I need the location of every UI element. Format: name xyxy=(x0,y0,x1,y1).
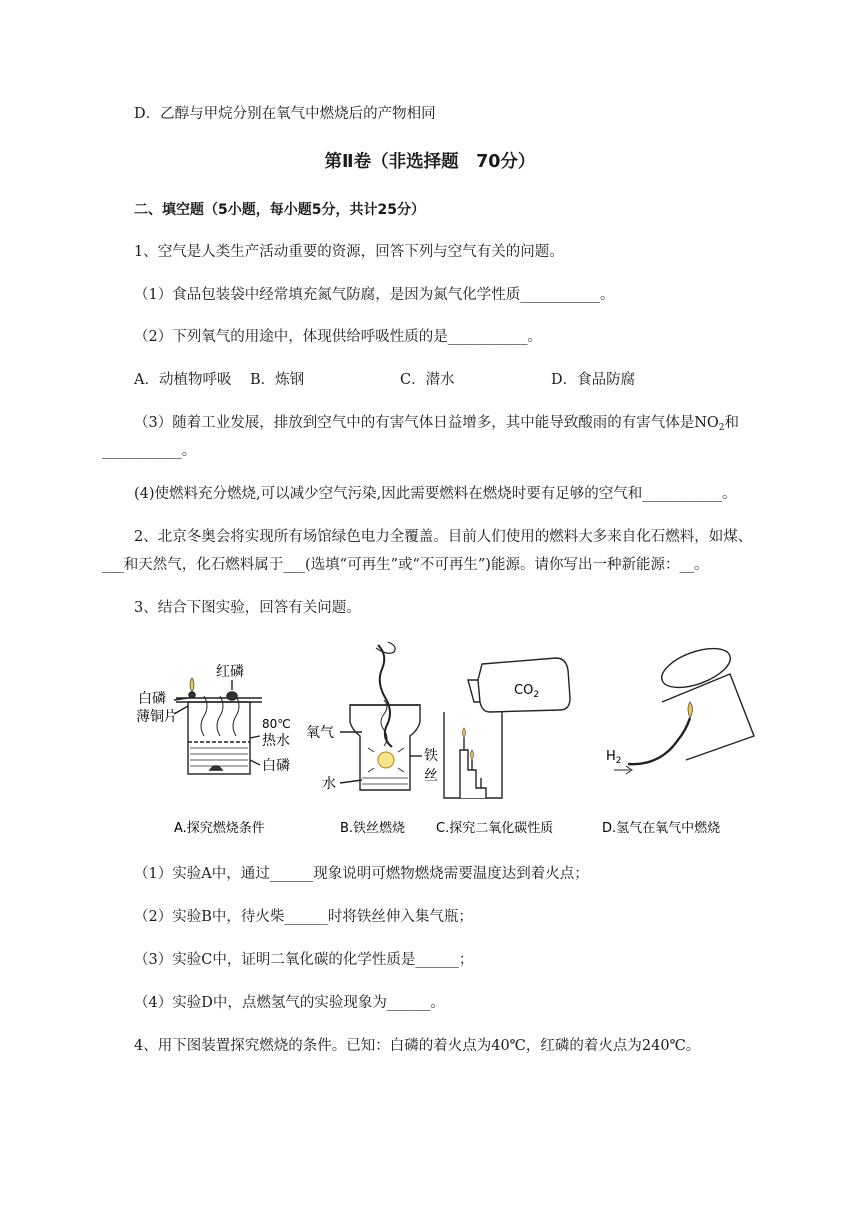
q1-part3-blank: ___________。 xyxy=(102,443,197,459)
label-temperature: 80℃ xyxy=(262,717,291,731)
label-co2-sub: 2 xyxy=(533,690,540,700)
caption-b: B.铁丝燃烧 xyxy=(340,821,406,836)
label-co2-text: CO xyxy=(514,683,534,698)
apparatus-c xyxy=(444,658,570,798)
q3-part1: （1）实验A中，通过______现象说明可燃物燃烧需要温度达到着火点； xyxy=(134,866,589,882)
q2-line2: ___和天然气，化石燃料属于___(选填“可再生”或“不可再生”)能源。请你写出一种新能源：__。 xyxy=(102,557,709,573)
apparatus-a xyxy=(174,678,262,774)
q1-part3 xyxy=(134,413,739,438)
caption-c: C.探究二氧化碳性质 xyxy=(436,821,554,836)
option-d: D．乙醇与甲烷分别在氧气中燃烧后的产物相同 xyxy=(134,106,436,122)
label-h2-sub: 2 xyxy=(615,756,622,766)
apparatus-b xyxy=(340,642,422,790)
label-red-phosphorus: 红磷 xyxy=(216,664,244,680)
label-iron: 铁 xyxy=(424,748,438,764)
label-water: 水 xyxy=(322,776,336,792)
q3-part2: （2）实验B中，待火柴______时将铁丝伸入集气瓶； xyxy=(134,909,473,925)
label-white-phosphorus-bottom: 白磷 xyxy=(262,758,290,774)
label-h2-text: H xyxy=(606,749,616,764)
label-wire: 丝 xyxy=(424,768,438,784)
q3-stem: 3、结合下图实验，回答有关问题。 xyxy=(134,600,361,616)
q1-option-b: B．炼钢 xyxy=(250,372,305,388)
no2-subscript: 2 xyxy=(718,423,725,433)
experiment-diagrams xyxy=(130,640,770,845)
q1-part2: （2）下列氧气的用途中，体现供给呼吸性质的是___________。 xyxy=(134,329,542,345)
q3-part3: （3）实验C中，证明二氧化碳的化学性质是______； xyxy=(134,952,474,968)
apparatus-d xyxy=(614,641,754,774)
q3-part4: （4）实验D中，点燃氢气的实验现象为______。 xyxy=(134,995,445,1011)
q4-stem: 4、用下图装置探究燃烧的条件。已知：白磷的着火点为40℃，红磷的着火点为240℃。 xyxy=(134,1038,701,1054)
section-title: 第Ⅱ卷（非选择题 70分） xyxy=(324,152,536,172)
q1-part3-and: 和 xyxy=(724,415,740,431)
label-oxygen: 氧气 xyxy=(306,725,334,741)
q1-option-a: A．动植物呼吸 xyxy=(134,372,232,388)
q1-option-c: C．潜水 xyxy=(400,372,455,388)
experiment-figure xyxy=(130,640,770,845)
q1-part4: (4)使燃料充分燃烧,可以减少空气污染,因此需要燃料在燃烧时要有足够的空气和___________。 xyxy=(134,486,737,502)
label-white-phosphorus-top: 白磷 xyxy=(138,691,166,707)
q1-option-d: D．食品防腐 xyxy=(551,372,636,388)
caption-a: A.探究燃烧条件 xyxy=(174,821,265,836)
caption-d: D.氢气在氧气中燃烧 xyxy=(602,821,721,836)
section2-heading: 二、填空题（5小题，每小题5分，共计25分） xyxy=(134,202,425,218)
q1-stem: 1、空气是人类生产活动重要的资源，回答下列与空气有关的问题。 xyxy=(134,244,564,260)
q2-line1: 2、北京冬奥会将实现所有场馆绿色电力全覆盖。目前人们使用的燃料大多来自化石燃料，如煤、 xyxy=(134,529,753,545)
label-copper-sheet: 薄铜片 xyxy=(136,709,178,725)
q1-part3-text: （3）随着工业发展，排放到空气中的有害气体日益增多，其中能导致酸雨的有害气体是NO xyxy=(134,415,719,431)
label-hot-water: 热水 xyxy=(262,733,290,749)
label-h2 xyxy=(606,749,622,766)
q1-part1: （1）食品包装袋中经常填充氮气防腐，是因为氮气化学性质___________。 xyxy=(134,287,615,303)
label-co2 xyxy=(514,683,539,700)
